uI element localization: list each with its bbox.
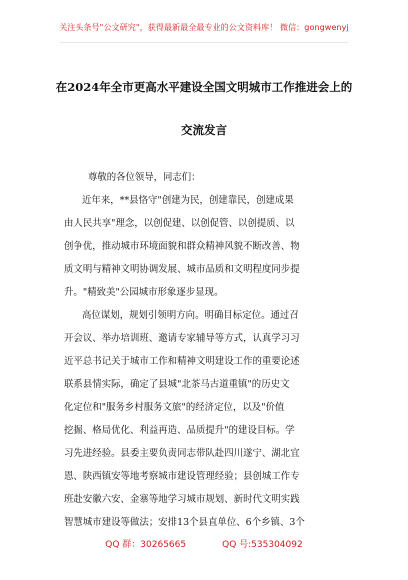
footer-contact bbox=[0, 537, 408, 550]
paragraph-line: 班赴安徽六安、金寨等地学习城市规划、新时代文明实践 bbox=[64, 494, 300, 505]
paragraph-line: 近平总书记关于城市工作和精神文明建设工作的重要论述 bbox=[64, 356, 300, 367]
paragraph-line: 高位谋划，规划引领明方向。明确目标定位。通过召 bbox=[82, 310, 299, 321]
paragraph-line: 联系县情实际，确定了县城"北茶马古道重镇"的历史文 bbox=[64, 379, 290, 390]
paragraph-line: 质文明与精神文明协调发展、城市品质和文明程度同步提 bbox=[64, 264, 300, 275]
paragraph-line: 升。"精致美"公园城市形象逐步显现。 bbox=[64, 287, 224, 298]
footer-qq-number: QQ 号:535304092 bbox=[222, 540, 303, 550]
document-title-line-1: 在2024年全市更高水平建设全国文明城市工作推进会上的 bbox=[55, 80, 353, 94]
paragraph-line: 智慧城市建设等做法；安排13个县直单位、6个乡镇、3个 bbox=[64, 517, 305, 528]
document-title-line-2: 交流发言 bbox=[181, 123, 227, 137]
paragraph-line: 挖掘、格局优化、利益再造、品质提升"的建设目标。学 bbox=[64, 425, 295, 436]
paragraph-line: 化定位和"服务乡村服务文旅"的经济定位，以及"价值 bbox=[64, 402, 285, 413]
paragraph-line: 习先进经验。县委主要负责同志带队赴四川遂宁、湖北宜 bbox=[64, 448, 300, 459]
header-banner: 关注头条号"公文研究"，获得最新最全最专业的公文资料库！ 微信：gongwenyj bbox=[59, 23, 349, 32]
paragraph-line: 近年来，**县恪守"创建为民，创建靠民，创建成果 bbox=[82, 195, 294, 206]
header-divider bbox=[60, 42, 348, 43]
paragraph-line: 恩、陕西镇安等地考察城市建设管理经验；县创城工作专 bbox=[64, 471, 300, 482]
footer-qq-group: QQ 群：30265665 bbox=[105, 540, 187, 550]
paragraph-line: 开会议、举办培训班、邀请专家辅导等方式，认真学习习 bbox=[64, 333, 300, 344]
paragraph-line: 由人民共享"理念，以创促建、以创促管、以创提质、以 bbox=[64, 218, 295, 229]
paragraph-line: 创争优，推动城市环境面貌和群众精神风貌不断改善、物 bbox=[64, 241, 300, 252]
salutation: 尊敬的各位领导，同志们： bbox=[88, 172, 201, 183]
